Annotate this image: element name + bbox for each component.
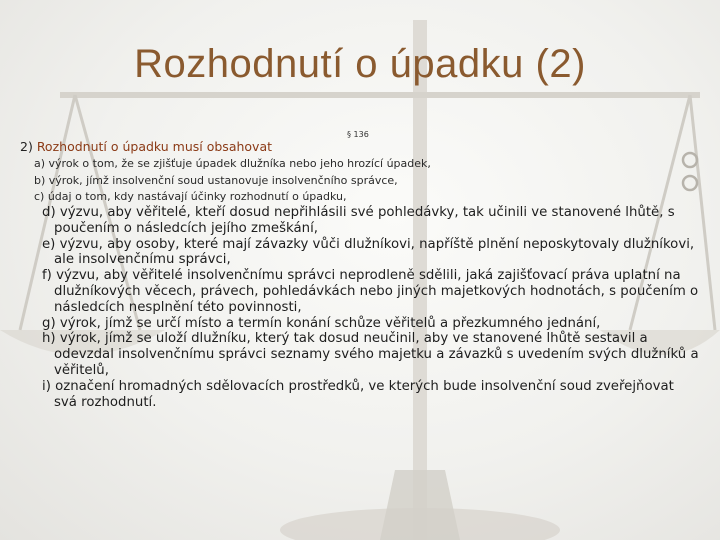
list-item: c) údaj o tom, kdy nastávají účinky rozhodnutí o úpadku, <box>34 190 347 203</box>
list-item: e) výzvu, aby osoby, které mají závazky vůči dlužníkovi, napříště plnění neposkytovaly dlužníkovi, ale insolvenčnímu správci, <box>42 236 695 268</box>
big-item-list <box>40 205 700 410</box>
heading-number: 2) <box>20 139 37 154</box>
slide-title: Rozhodnutí o úpadku (2) <box>134 42 586 86</box>
heading-text: Rozhodnutí o úpadku musí obsahovat <box>36 139 273 154</box>
list-item: b) výrok, jímž insolvenční soud ustanovuje insolvenčního správce, <box>34 173 398 187</box>
section-mark: § 136 <box>347 130 369 139</box>
list-item: f) výzvu, aby věřitelé insolvenčnímu správci neprodleně sdělili, jaká zajišťovací práva uplatní na dlužníkových věcech, právech, pohledávkách nebo jiných majetkových hodnotách, s poučením o následcích nesplnění této povinnosti, <box>42 268 699 315</box>
list-item: a) výrok o tom, že se zjišťuje úpadek dlužníka nebo jeho hrozící úpadek, <box>34 157 431 170</box>
list-item: h) výrok, jímž se uloží dlužníku, který tak dosud neučinil, aby ve stanovené lhůtě sestavil a odevzdal insolvenčnímu správci seznamy svého majetku a závazků s uvedením svých dlužníků a věřitelů, <box>42 331 699 378</box>
list-heading <box>20 139 272 154</box>
list-item: d) výzvu, aby věřitelé, kteří dosud nepřihlásili své pohledávky, tak učinili ve stanovené lhůtě, s poučením o následcích jejího zmeškání, <box>42 205 675 236</box>
list-item: g) výrok, jímž se určí místo a termín konání schůze věřitelů a přezkumného jednání, <box>42 315 601 331</box>
list-item: i) označení hromadných sdělovacích prostředků, ve kterých bude insolvenční soud zveřejňovat svá rozhodnutí. <box>42 378 674 410</box>
small-item-list <box>34 156 431 206</box>
